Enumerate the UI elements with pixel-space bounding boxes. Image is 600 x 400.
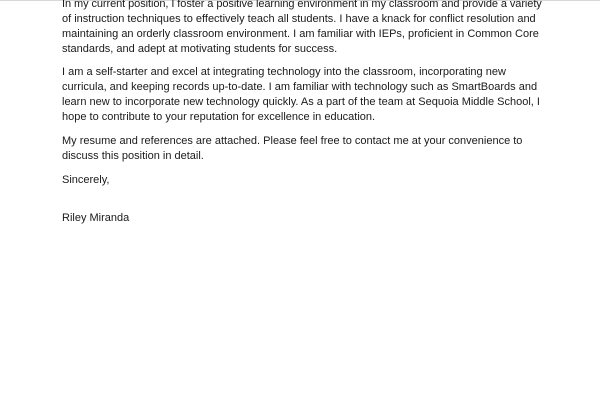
paragraph-3-line-2: discuss this position in detail. <box>62 150 204 162</box>
paragraph-2-line-4: hope to contribute to your reputation for excellence in education. <box>62 111 376 123</box>
paragraph-2-line-3: learn new to incorporate new technology quickly. As a part of the team at Sequoia Middle School, I <box>62 96 540 108</box>
paragraph-1-line-4: standards, and adept at motivating students for success. <box>62 43 338 55</box>
closing-salutation: Sincerely, <box>62 174 110 186</box>
paragraph-1-line-3: maintaining an orderly classroom environment. I am familiar with IEPs, proficient in Common Core <box>62 28 539 40</box>
paragraph-2-line-1: I am a self-starter and excel at integrating technology into the classroom, incorporating new <box>62 66 506 78</box>
paragraph-1-line-2: of instruction techniques to effectively teach all students. I have a knack for conflict resolution and <box>62 13 536 25</box>
paragraph-3-line-1: My resume and references are attached. Please feel free to contact me at your convenience to <box>62 135 523 147</box>
paragraph-1-line-1: In my current position, I foster a positive learning environment in my classroom and provide a variety <box>62 0 542 10</box>
paragraph-2-line-2: curricula, and keeping records up-to-date. I am familiar with technology such as SmartBoards and <box>62 81 538 93</box>
signature-name: Riley Miranda <box>62 212 130 224</box>
